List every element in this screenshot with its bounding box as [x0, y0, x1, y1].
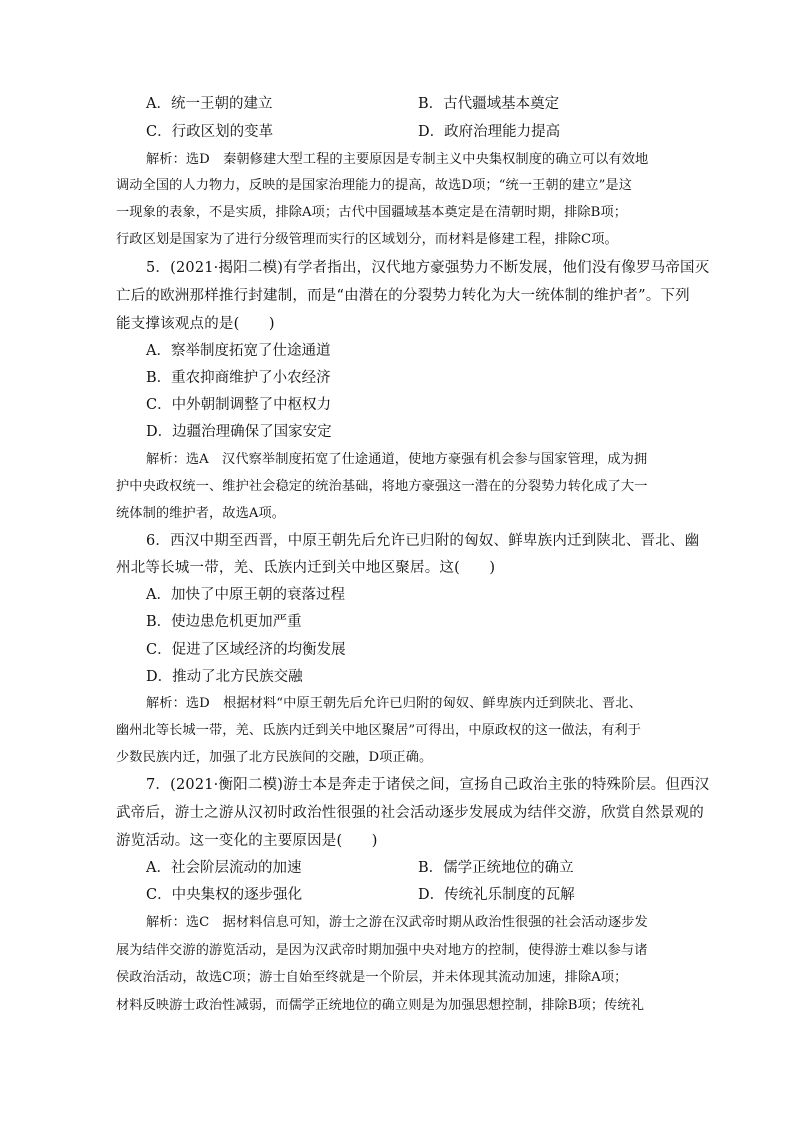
q7-option-b: B．儒学正统地位的确立: [418, 860, 574, 876]
q7-option-d: D．传统礼乐制度的瓦解: [418, 887, 575, 903]
q6-analysis-line-2: 幽州北等长城一带，羌、氐族内迁到关中地区聚居”可得出，中原政权的这一做法，有利于: [116, 723, 642, 738]
q5-option-b: B．重农抑商维护了小农经济: [146, 370, 331, 386]
q6-stem-line-1: 6．西汉中期至西晋，中原王朝先后允许已归附的匈奴、鲜卑族内迁到陕北、晋北、幽: [146, 533, 700, 549]
q7-analysis-line-4: 材料反映游士政治性减弱，而儒学正统地位的确立则是为加强思想控制，排除B项；传统礼: [116, 998, 644, 1013]
q7-stem-line-3: 游览活动。这一变化的主要原因是( ): [116, 833, 378, 849]
q5-option-c: C．中外朝制调整了中枢权力: [146, 397, 332, 413]
q6-analysis-line-3: 少数民族内迁，加强了北方民族间的交融，D项正确。: [116, 750, 433, 765]
q4-option-b: B．古代疆域基本奠定: [418, 96, 560, 112]
q6-stem-line-2: 州北等长城一带，羌、氐族内迁到关中地区聚居。这( ): [116, 560, 496, 576]
q7-stem-line-1: 7．(2021·衡阳二模)游士本是奔走于诸侯之间，宣扬自己政治主张的特殊阶层。但西汉: [146, 777, 710, 793]
q4-analysis-line-1: 解析：选D 秦朝修建大型工程的主要原因是专制主义中央集权制度的确立可以有效地: [146, 152, 649, 167]
q6-option-d: D．推动了北方民族交融: [146, 669, 303, 685]
q6-option-c: C．促进了区域经济的均衡发展: [146, 642, 346, 658]
q5-stem-line-1: 5．(2021·揭阳二模)有学者指出，汉代地方豪强势力不断发展，他们没有像罗马帝国灭: [146, 260, 710, 276]
q4-option-a: A．统一王朝的建立: [146, 96, 273, 112]
q4-option-d: D．政府治理能力提高: [418, 124, 561, 140]
q5-analysis-line-3: 统体制的维护者，故选A项。: [116, 506, 286, 521]
q7-option-c: C．中央集权的逐步强化: [146, 887, 303, 903]
q5-option-a: A．察举制度拓宽了仕途通道: [146, 343, 331, 359]
q7-analysis-line-1: 解析：选C 据材料信息可知，游士之游在汉武帝时期从政治性很强的社会活动逐步发: [146, 915, 648, 930]
q6-analysis-line-1: 解析：选D 根据材料“中原王朝先后允许已归附的匈奴、鲜卑族内迁到陕北、晋北、: [146, 696, 642, 711]
q6-option-a: A．加快了中原王朝的衰落过程: [146, 587, 345, 603]
q4-analysis-line-2: 调动全国的人力物力，反映的是国家治理能力的提高，故选D项；“统一王朝的建立”是这: [116, 178, 632, 193]
q5-analysis-line-1: 解析：选A 汉代察举制度拓宽了仕途通道，使地方豪强有机会参与国家管理，成为拥: [146, 452, 648, 467]
q4-option-c: C．行政区划的变革: [146, 124, 274, 140]
q4-analysis-line-3: 一现象的表象，不是实质，排除A项；古代中国疆域基本奠定是在清朝时期，排除B项；: [116, 205, 628, 220]
q5-option-d: D．边疆治理确保了国家安定: [146, 424, 332, 440]
q7-option-a: A．社会阶层流动的加速: [146, 860, 302, 876]
q7-analysis-line-2: 展为结伴交游的游览活动，是因为汉武帝时期加强中央对地方的控制，使得游士难以参与诸: [116, 943, 648, 958]
q7-analysis-line-3: 侯政治活动，故选C项；游士自始至终就是一个阶层，并未体现其流动加速，排除A项；: [116, 970, 628, 985]
q5-stem-line-3: 能支撑该观点的是( ): [116, 316, 275, 332]
q7-stem-line-2: 武帝后，游士之游从汉初时政治性很强的社会活动逐步发展成为结伴交游，欣赏自然景观的: [116, 805, 704, 821]
q5-analysis-line-2: 护中央政权统一、维护社会稳定的统治基础，将地方豪强这一潜在的分裂势力转化成了大一: [116, 479, 648, 494]
q5-stem-line-2: 亡后的欧洲那样推行封建制，而是“由潜在的分裂势力转化为大一统体制的维护者”。下列: [116, 288, 690, 304]
q4-analysis-line-4: 行政区划是国家为了进行分级管理而实行的区域划分，而材料是修建工程，排除C项。: [116, 232, 618, 247]
q6-option-b: B．使边患危机更加严重: [146, 614, 302, 630]
